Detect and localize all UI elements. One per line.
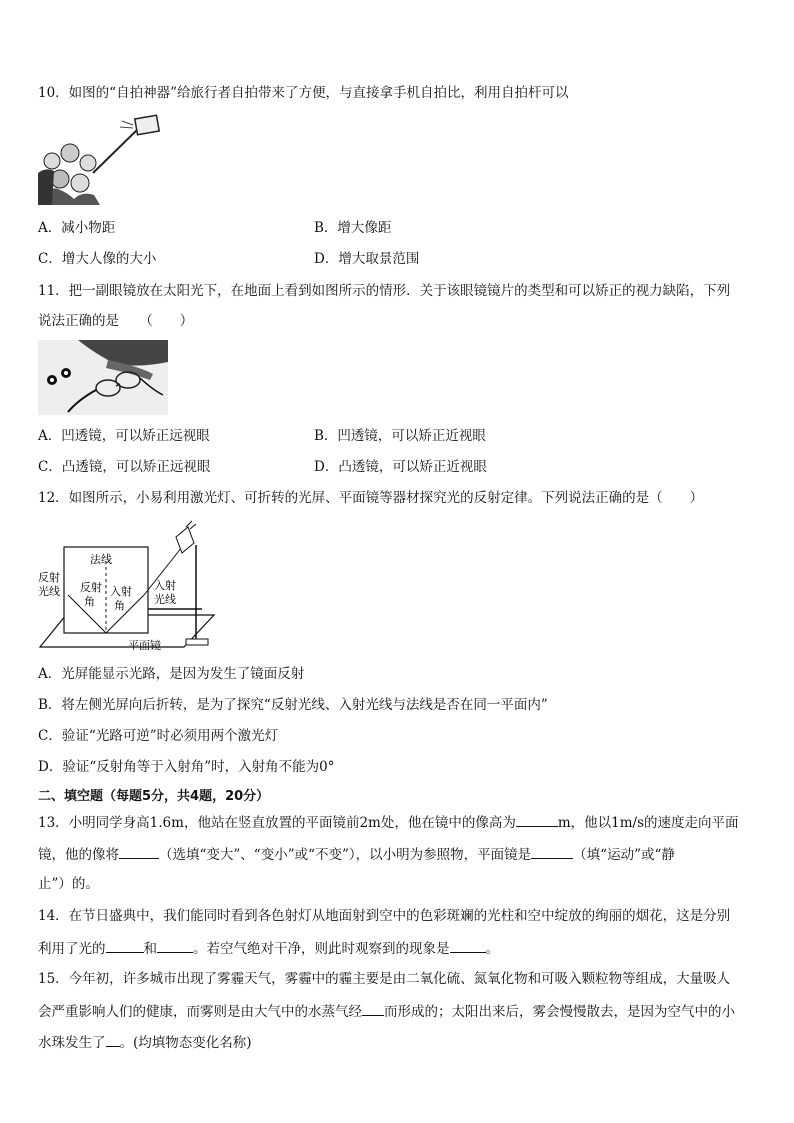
label-incident-angle-2: 角 (114, 599, 125, 612)
q15-line2: 会严重影响人们的健康，而雾则是由大气中的水蒸气经 而形成的；太阳出来后，雾会慢慢散去，是因为空气中的小 (38, 1001, 735, 1021)
q10-option-a: A．减小物距 (38, 220, 116, 236)
q12-option-b: B．将左侧光屏向后折转，是为了探究“反射光线、入射光线与法线是否在同一平面内” (38, 697, 548, 713)
q15-blank-1[interactable] (362, 1001, 384, 1016)
q10-option-d: D．增大取景范围 (314, 251, 420, 267)
q11-option-c: C．凸透镜，可以矫正远视眼 (38, 459, 211, 475)
q10-stem: 10．如图的“自拍神器”给旅行者自拍带来了方便，与直接拿手机自拍比，利用自拍杆可以 (38, 85, 569, 101)
label-reflect-angle-2: 角 (84, 595, 95, 608)
q10-selfie-stick-figure (38, 113, 168, 205)
q15-blank-2[interactable] (106, 1032, 120, 1047)
q14-blank-1[interactable] (106, 938, 144, 953)
q10-option-c: C．增大人像的大小 (38, 251, 157, 267)
q12-option-d: D．验证“反射角等于入射角”时，入射角不能为0° (38, 759, 335, 775)
q12-stem: 12．如图所示，小易利用激光灯、可折转的光屏、平面镜等器材探究光的反射定律。下列说法正确的是（ ） (38, 490, 704, 506)
q13-line1: 13．小明同学身高1.6m，他站在竖直放置的平面镜前2m处，他在镜中的像高为 m，他以1m/s的速度走向平面 (38, 812, 739, 832)
q13-blank-2[interactable] (119, 844, 159, 859)
q14-blank-3[interactable] (450, 938, 486, 953)
label-incident-ray-1: 入射 (154, 579, 176, 592)
q11-stem-line1: 11．把一副眼镜放在太阳光下，在地面上看到如图所示的情形．关于该眼镜镜片的类型和可以矫正的视力缺陷，下列 (38, 283, 731, 299)
q11-stem-line2: 说法正确的是 （ ） (38, 313, 194, 329)
q11-option-a: A．凹透镜，可以矫正远视眼 (38, 428, 210, 444)
q12-reflection-experiment-figure (36, 515, 218, 655)
label-incident-ray-2: 光线 (154, 593, 176, 606)
q14-line1: 14．在节日盛典中，我们能同时看到各色射灯从地面射到空中的色彩斑斓的光柱和空中绽放的绚丽的烟花，这是分别 (38, 908, 731, 924)
q11-option-d: D．凸透镜，可以矫正近视眼 (314, 459, 487, 475)
section-title-fill-in: 二、填空题（每题5分，共4题，20分） (38, 789, 270, 804)
label-reflected-ray-2: 光线 (38, 585, 60, 598)
q11-glasses-sunlight-figure (38, 340, 168, 415)
label-reflect-angle-1: 反射 (80, 581, 102, 594)
q14-line2: 利用了光的 和 。若空气绝对干净，则此时观察到的现象是 。 (38, 938, 499, 958)
q11-option-b: B．凹透镜，可以矫正近视眼 (314, 428, 486, 444)
q13-line3: 止”）的。 (38, 876, 99, 892)
q10-option-b: B．增大像距 (314, 220, 392, 236)
q13-blank-3[interactable] (531, 844, 573, 859)
label-normal: 法线 (90, 553, 112, 566)
label-incident-angle-1: 入射 (110, 585, 132, 598)
label-reflected-ray-1: 反射 (38, 571, 60, 584)
q15-line1: 15．今年初，许多城市出现了雾霾天气，雾霾中的霾主要是由二氧化硫、氮氧化物和可吸入颗粒物等组成，大量吸人 (38, 971, 731, 987)
q15-line3: 水珠发生了 。(均填物态变化名称) (38, 1032, 252, 1052)
q13-blank-1[interactable] (516, 812, 558, 827)
label-mirror: 平面镜 (128, 639, 161, 652)
q12-option-c: C．验证“光路可逆”时必须用两个激光灯 (38, 728, 279, 744)
q13-line2: 镜，他的像将 （选填“变大”、“变小”或“不变”），以小明为参照物，平面镜是 （填“运动”或“静 (38, 844, 675, 864)
q12-option-a: A．光屏能显示光路，是因为发生了镜面反射 (38, 666, 305, 682)
q14-blank-2[interactable] (157, 938, 193, 953)
